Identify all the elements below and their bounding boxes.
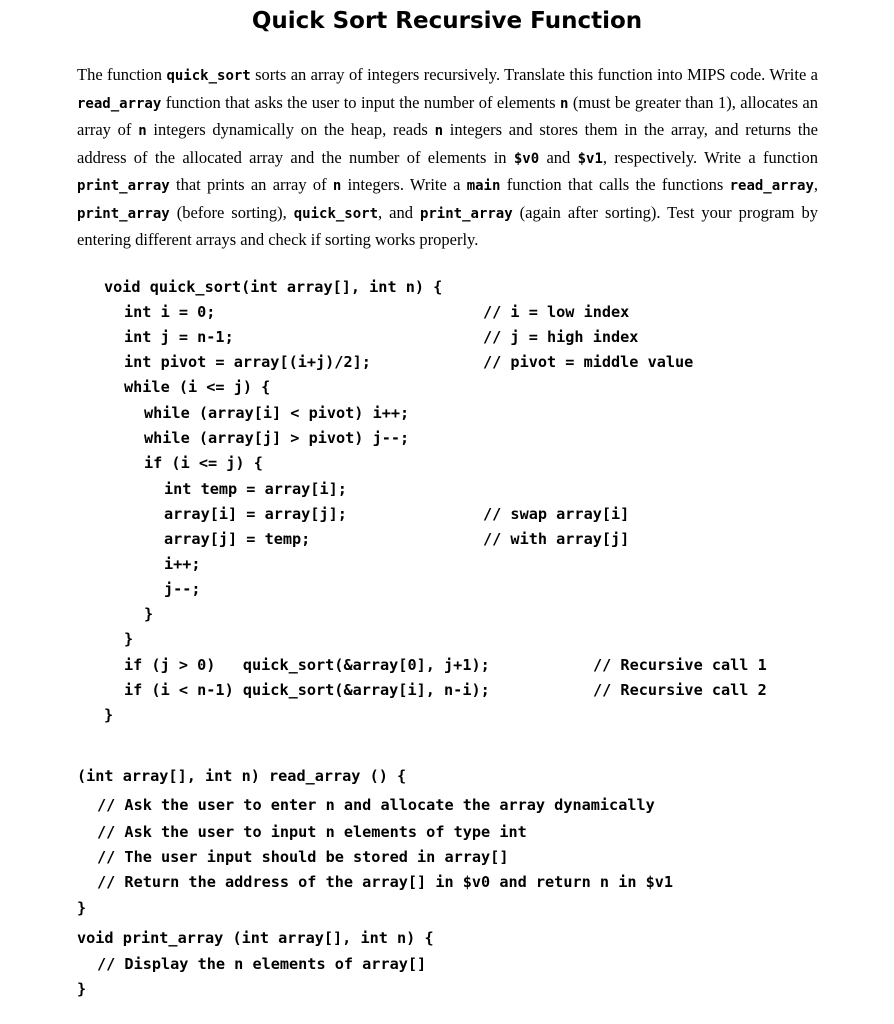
code-line: j--; (164, 580, 201, 598)
code-comment: // swap array[i] (483, 505, 630, 523)
paragraph-text: sorts an array of integers recursively. Translate this function into MIPS code. Write a (250, 65, 818, 84)
code-comment: // i = low index (483, 303, 630, 321)
code-comment: // The user input should be stored in array[] (97, 848, 509, 866)
code-comment: // with array[j] (483, 530, 630, 548)
code-line: i++; (164, 555, 201, 573)
code-comment: // Ask the user to input n elements of type int (97, 823, 527, 841)
code-line: } (124, 630, 134, 648)
code-comment: // Ask the user to enter n and allocate the array dynamically (97, 796, 655, 814)
code-line: } (77, 899, 87, 917)
paragraph-code: print_array (77, 205, 170, 222)
code-line: } (77, 980, 87, 998)
paragraph-text: The function (77, 65, 167, 84)
code-comment: // Recursive call 2 (593, 681, 767, 699)
code-line: int i = 0; (124, 303, 216, 321)
paragraph-text: function that asks the user to input the number of elements (161, 92, 560, 112)
paragraph-code: print_array (419, 205, 513, 222)
paragraph-text: , respectively. Write a function (602, 147, 818, 167)
paragraph-text: , (813, 175, 819, 194)
paragraph-text: integers. Write a (341, 175, 467, 194)
code-line: } (104, 706, 114, 724)
code-line: if (i < n-1) quick_sort(&array[i], n-i); (124, 681, 490, 699)
paragraph-code: read_array (77, 95, 162, 112)
paragraph-code: main (466, 178, 501, 194)
code-comment: // j = high index (483, 328, 639, 346)
code-line: array[i] = array[j]; (164, 505, 347, 523)
paragraph-code: print_array (77, 178, 170, 194)
paragraph-text: (again after sorting). Test your program by entering different arrays and check if sorting works properly. (77, 202, 818, 249)
code-comment: // Return the address of the array[] in $v0 and return n in $v1 (97, 873, 674, 891)
paragraph-text: and (539, 147, 578, 167)
instructions-paragraph (77, 62, 818, 253)
paragraph-code: $v0 (513, 150, 540, 167)
paragraph-text: function that calls the functions (500, 175, 730, 194)
paragraph-text: (must be greater than 1), allocates an array of (77, 92, 818, 139)
paragraph-text: (before sorting), (169, 202, 294, 222)
code-line: while (array[i] < pivot) i++; (144, 404, 410, 422)
code-line: while (i <= j) { (124, 378, 271, 396)
paragraph-text: that prints an array of (169, 175, 333, 194)
code-line: int j = n-1; (124, 328, 234, 346)
paragraph-code: quick_sort (293, 205, 379, 222)
code-comment: // pivot = middle value (483, 353, 694, 371)
code-line: int pivot = array[(i+j)/2]; (124, 353, 371, 371)
page-title: Quick Sort Recursive Function (251, 8, 643, 34)
paragraph-code: read_array (729, 178, 814, 194)
code-line: (int array[], int n) read_array () { (77, 767, 407, 785)
paragraph-text: integers dynamically on the heap, reads (146, 120, 435, 139)
code-comment: // Display the n elements of array[] (97, 955, 427, 973)
code-line: } (144, 605, 154, 623)
paragraph-text: integers and stores them in the array, and returns the address of the allocated array and the number of elements in (77, 120, 818, 167)
paragraph-code: n (560, 95, 569, 112)
paragraph-code: n (332, 178, 342, 194)
paragraph-code: n (434, 123, 443, 139)
code-comment: // Recursive call 1 (593, 656, 767, 674)
code-line: void print_array (int array[], int n) { (77, 929, 434, 947)
code-line: int temp = array[i]; (164, 480, 347, 498)
paragraph-text: , and (378, 202, 420, 222)
code-line: if (j > 0) quick_sort(&array[0], j+1); (124, 656, 490, 674)
paragraph-code: $v1 (577, 150, 603, 167)
paragraph-code: n (138, 123, 147, 139)
code-line: void quick_sort(int array[], int n) { (104, 278, 443, 296)
code-line: while (array[j] > pivot) j--; (144, 429, 410, 447)
code-line: array[j] = temp; (164, 530, 311, 548)
code-line: if (i <= j) { (144, 454, 263, 472)
paragraph-code: quick_sort (166, 68, 251, 84)
